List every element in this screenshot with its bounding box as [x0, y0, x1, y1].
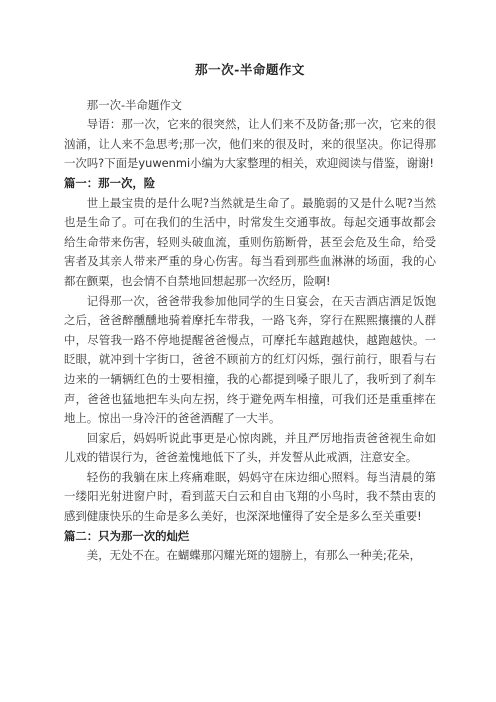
intro-paragraph: 导语：那一次，它来的很突然，让人们来不及防备;那一次，它来的很汹涌，让人来不急思考;那一次，他们来的很及时，来的很坚决。你记得那一次吗?下面是yuwenmi小编为大家整理的相关，欢迎阅读与借鉴，谢谢! — [64, 117, 436, 171]
document-title: 那一次-半命题作文 — [195, 62, 305, 77]
section-heading-2: 篇二：只为那一次的灿烂 — [64, 528, 190, 543]
paragraph: 记得那一次，爸爸带我参加他同学的生日宴会，在天吉酒店酒足饭饱之后，爸爸醉醺醺地骑着摩托车带我，一路飞奔，穿行在熙熙攘攘的人群中，尽管我一路不停地提醒爸爸慢点，可摩托车越跑越快，越跑越快。一眨眼，就冲到十字街口，爸爸不顾前方的红灯闪烁，强行前行，眼看与右边来的一辆辆红色的士要相撞，我的心都提到嗓子眼儿了，我听到了刹车声，爸爸也猛地把车头向左拐，终于避免两车相撞，可我们还是重重摔在地上。惊出一身冷汗的爸爸酒醒了一大半。 — [64, 293, 436, 426]
paragraph: 轻伤的我躺在床上疼痛难眠，妈妈守在床边细心照料。每当清晨的第一缕阳光射进窗户时，看到蓝天白云和自由飞翔的小鸟时，我不禁由衷的感到健康快乐的生命是多么美好，也深深地懂得了安全是多么至关重要! — [64, 469, 436, 524]
paragraph: 世上最宝贵的是什么呢?当然就是生命了。最脆弱的又是什么呢?当然也是生命了。可在我们的生活中，时常发生交通事故。每起交通事故都会给生命带来伤害，轻则头破血流，重则伤筋断骨，甚至会危及生命，给受害者及其亲人带来严重的身心伤害。每当看到那些血淋淋的场面，我的心都在颤栗，也会情不自禁地回想起那一次经历，险啊! — [64, 195, 436, 288]
document-subtitle: 那一次-半命题作文 — [86, 97, 183, 112]
paragraph: 回家后，妈妈听说此事更是心惊肉跳，并且严厉地指责爸爸视生命如儿戏的错误行为，爸爸羞愧地低下了头，并发誓从此戒酒，注意安全。 — [64, 430, 436, 465]
section-heading-1: 篇一：那一次，险 — [64, 175, 156, 190]
document-page — [64, 60, 436, 566]
paragraph: 美，无处不在。在蝴蝶那闪耀光斑的翅膀上，有那么一种美;花朵， — [86, 548, 421, 563]
